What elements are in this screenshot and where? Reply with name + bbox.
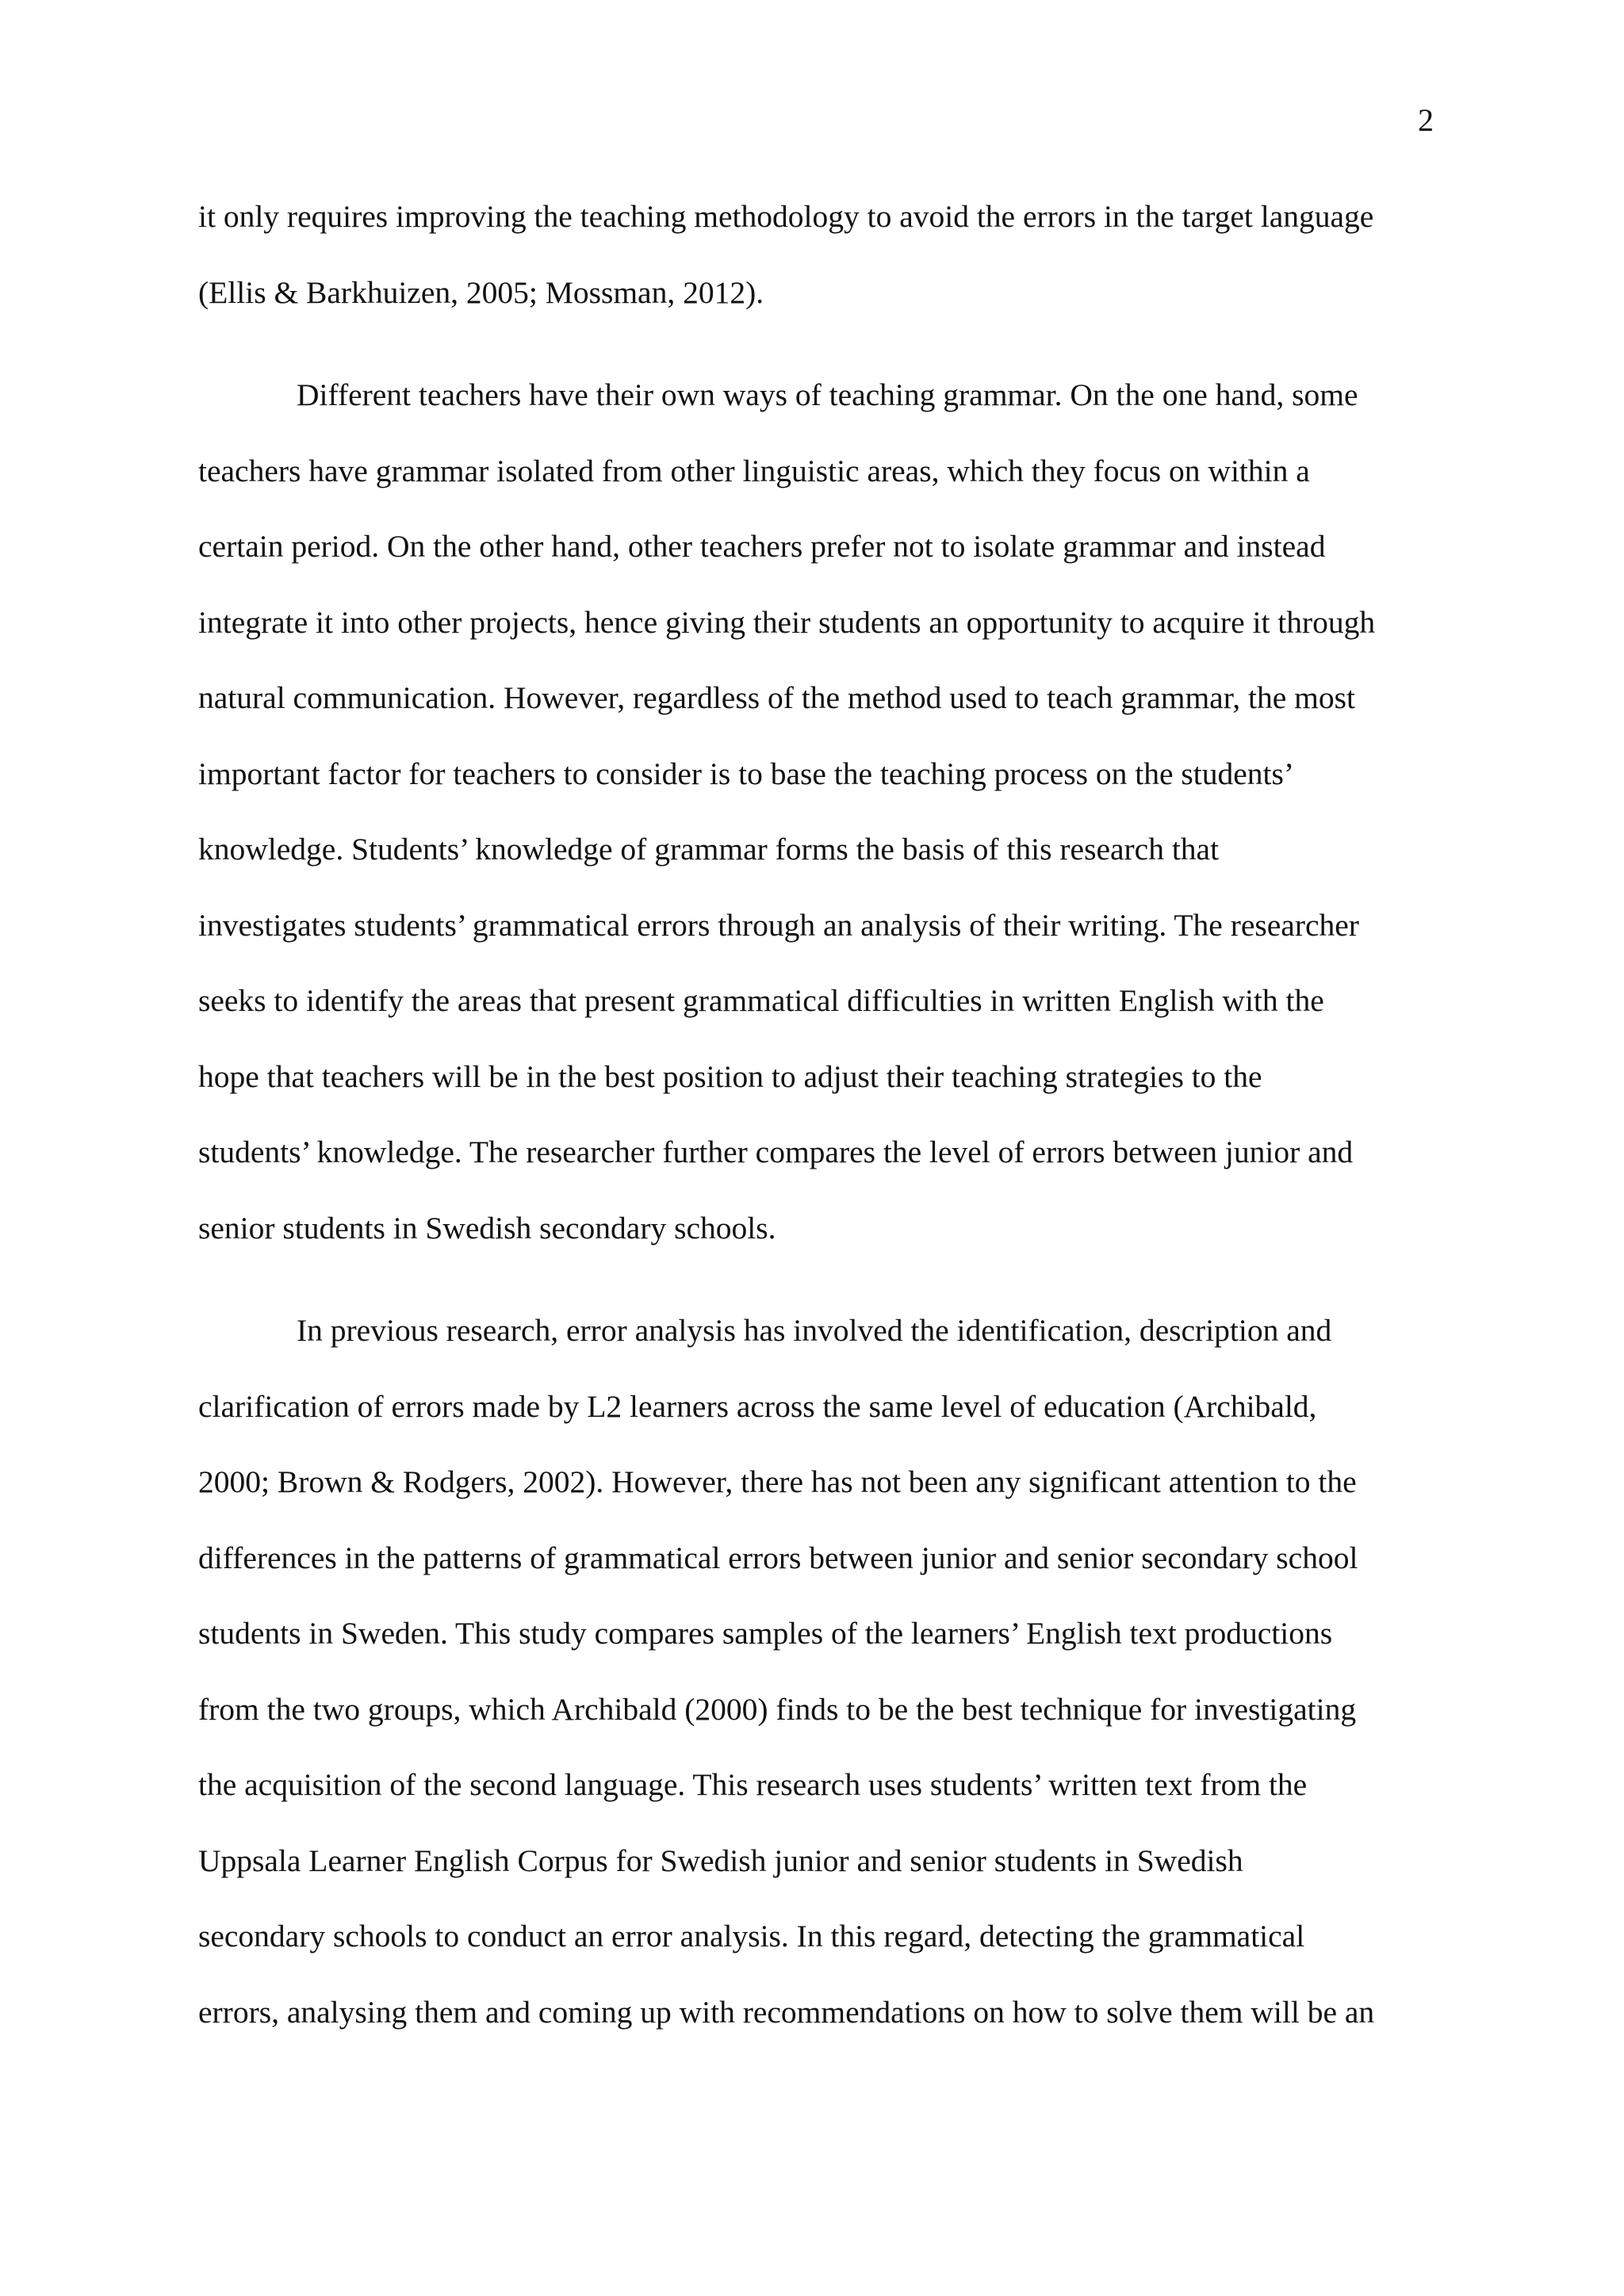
text-line: errors, analysing them and coming up with recommendations on how to solve them will be an	[198, 1994, 1375, 2030]
text-line: certain period. On the other hand, other teachers prefer not to isolate grammar and instead	[198, 529, 1326, 564]
body-text	[198, 197, 1443, 2068]
text-line: (Ellis & Barkhuizen, 2005; Mossman, 2012).	[198, 274, 764, 310]
text-line: senior students in Swedish secondary schools.	[198, 1210, 776, 1246]
text-line: investigates students’ grammatical errors through an analysis of their writing. The researcher	[198, 907, 1359, 943]
paragraph-3	[198, 1311, 1443, 2068]
paragraph-2	[198, 376, 1443, 1284]
text-line: the acquisition of the second language. This research uses students’ written text from the	[198, 1767, 1308, 1802]
text-line: differences in the patterns of grammatical errors between junior and senior secondary school	[198, 1540, 1358, 1575]
text-line: natural communication. However, regardless of the method used to teach grammar, the most	[198, 680, 1355, 715]
text-line: it only requires improving the teaching methodology to avoid the errors in the target language	[198, 199, 1374, 234]
text-line: from the two groups, which Archibald (2000) finds to be the best technique for investigating	[198, 1691, 1357, 1727]
text-line: 2000; Brown & Rodgers, 2002). However, there has not been any significant attention to the	[198, 1464, 1357, 1499]
paragraph-1	[198, 197, 1443, 349]
text-line: important factor for teachers to consider is to base the teaching process on the students’	[198, 756, 1295, 791]
text-line: secondary schools to conduct an error analysis. In this regard, detecting the grammatical	[198, 1919, 1305, 1954]
text-line-indented: In previous research, error analysis has involved the identification, description and	[297, 1313, 1332, 1348]
text-line: seeks to identify the areas that present grammatical difficulties in written English with the	[198, 983, 1324, 1018]
text-line: integrate it into other projects, hence giving their students an opportunity to acquire it through	[198, 604, 1376, 640]
text-line: Uppsala Learner English Corpus for Swedish junior and senior students in Swedish	[198, 1843, 1243, 1878]
page-number: 2	[1418, 102, 1434, 138]
text-line: teachers have grammar isolated from other linguistic areas, which they focus on within a	[198, 453, 1310, 488]
text-line: hope that teachers will be in the best position to adjust their teaching strategies to the	[198, 1058, 1262, 1094]
text-line: students in Sweden. This study compares samples of the learners’ English text productions	[198, 1616, 1333, 1651]
text-line: students’ knowledge. The researcher further compares the level of errors between junior and	[198, 1135, 1354, 1169]
text-line-indented: Different teachers have their own ways of teaching grammar. On the one hand, some	[297, 377, 1358, 412]
text-line: clarification of errors made by L2 learners across the same level of education (Archibald,	[198, 1388, 1317, 1424]
text-line: knowledge. Students’ knowledge of grammar forms the basis of this research that	[198, 832, 1220, 867]
